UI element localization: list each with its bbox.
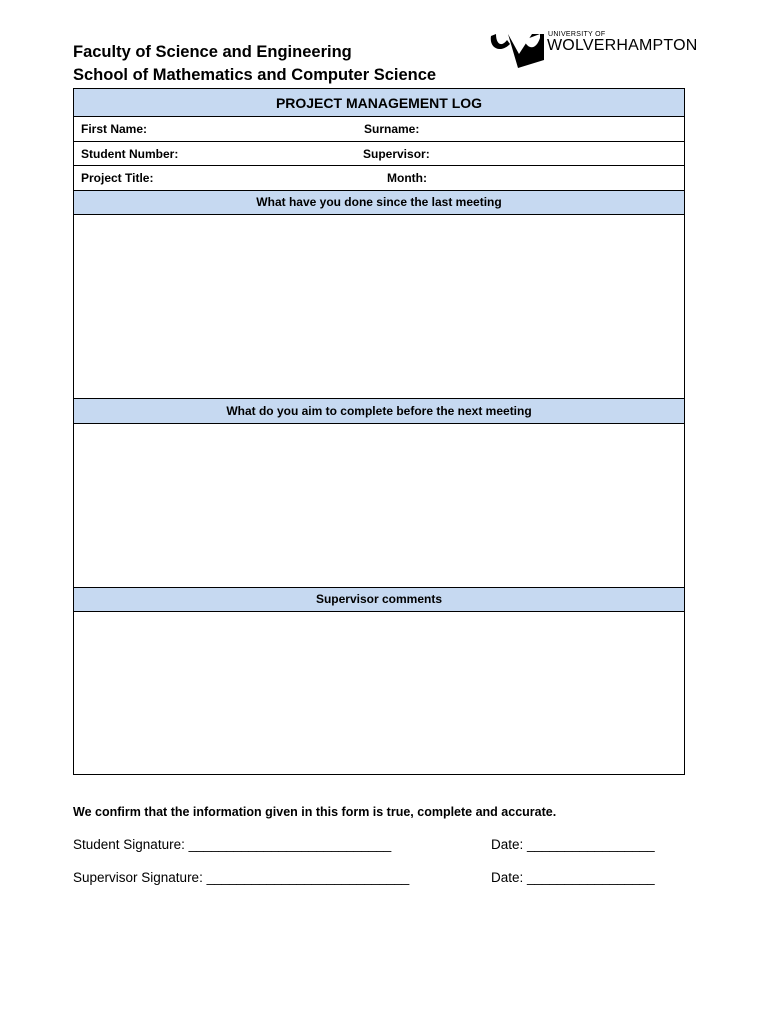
comments-text-area[interactable] — [74, 612, 684, 774]
student-number-label: Student Number: — [81, 147, 179, 161]
supervisor-label: Supervisor: — [363, 147, 430, 161]
name-row — [74, 117, 684, 142]
done-text-area[interactable] — [74, 215, 684, 399]
student-signature-line[interactable]: Student Signature: ___________________________ — [73, 837, 392, 852]
supervisor-date-line[interactable]: Date: _________________ — [491, 870, 655, 885]
aim-text-area[interactable] — [74, 424, 684, 588]
done-section-header: What have you done since the last meeting — [74, 191, 684, 215]
school-heading: School of Mathematics and Computer Science — [73, 66, 437, 84]
confirmation-statement: We confirm that the information given in this form is true, complete and accurate. — [73, 805, 557, 819]
form-title: PROJECT MANAGEMENT LOG — [74, 89, 684, 117]
logo-wolverhampton: WOLVERHAMPTON — [547, 37, 698, 54]
student-number-row — [74, 142, 684, 166]
aim-section-header: What do you aim to complete before the next meeting — [74, 399, 684, 424]
supervisor-signature-line[interactable]: Supervisor Signature: ___________________________ — [73, 870, 410, 885]
comments-section-header: Supervisor comments — [74, 588, 684, 612]
surname-label: Surname: — [364, 122, 420, 136]
university-logo — [488, 30, 700, 70]
first-name-label: First Name: — [81, 122, 148, 136]
logo-university-of: UNIVERSITY OF — [548, 31, 606, 38]
month-label: Month: — [387, 171, 427, 185]
student-date-line[interactable]: Date: _________________ — [491, 837, 655, 852]
university-crest-icon — [488, 30, 546, 70]
project-title-label: Project Title: — [81, 171, 154, 185]
project-log-form — [73, 88, 685, 775]
project-title-row — [74, 166, 684, 191]
faculty-heading: Faculty of Science and Engineering — [73, 43, 352, 61]
